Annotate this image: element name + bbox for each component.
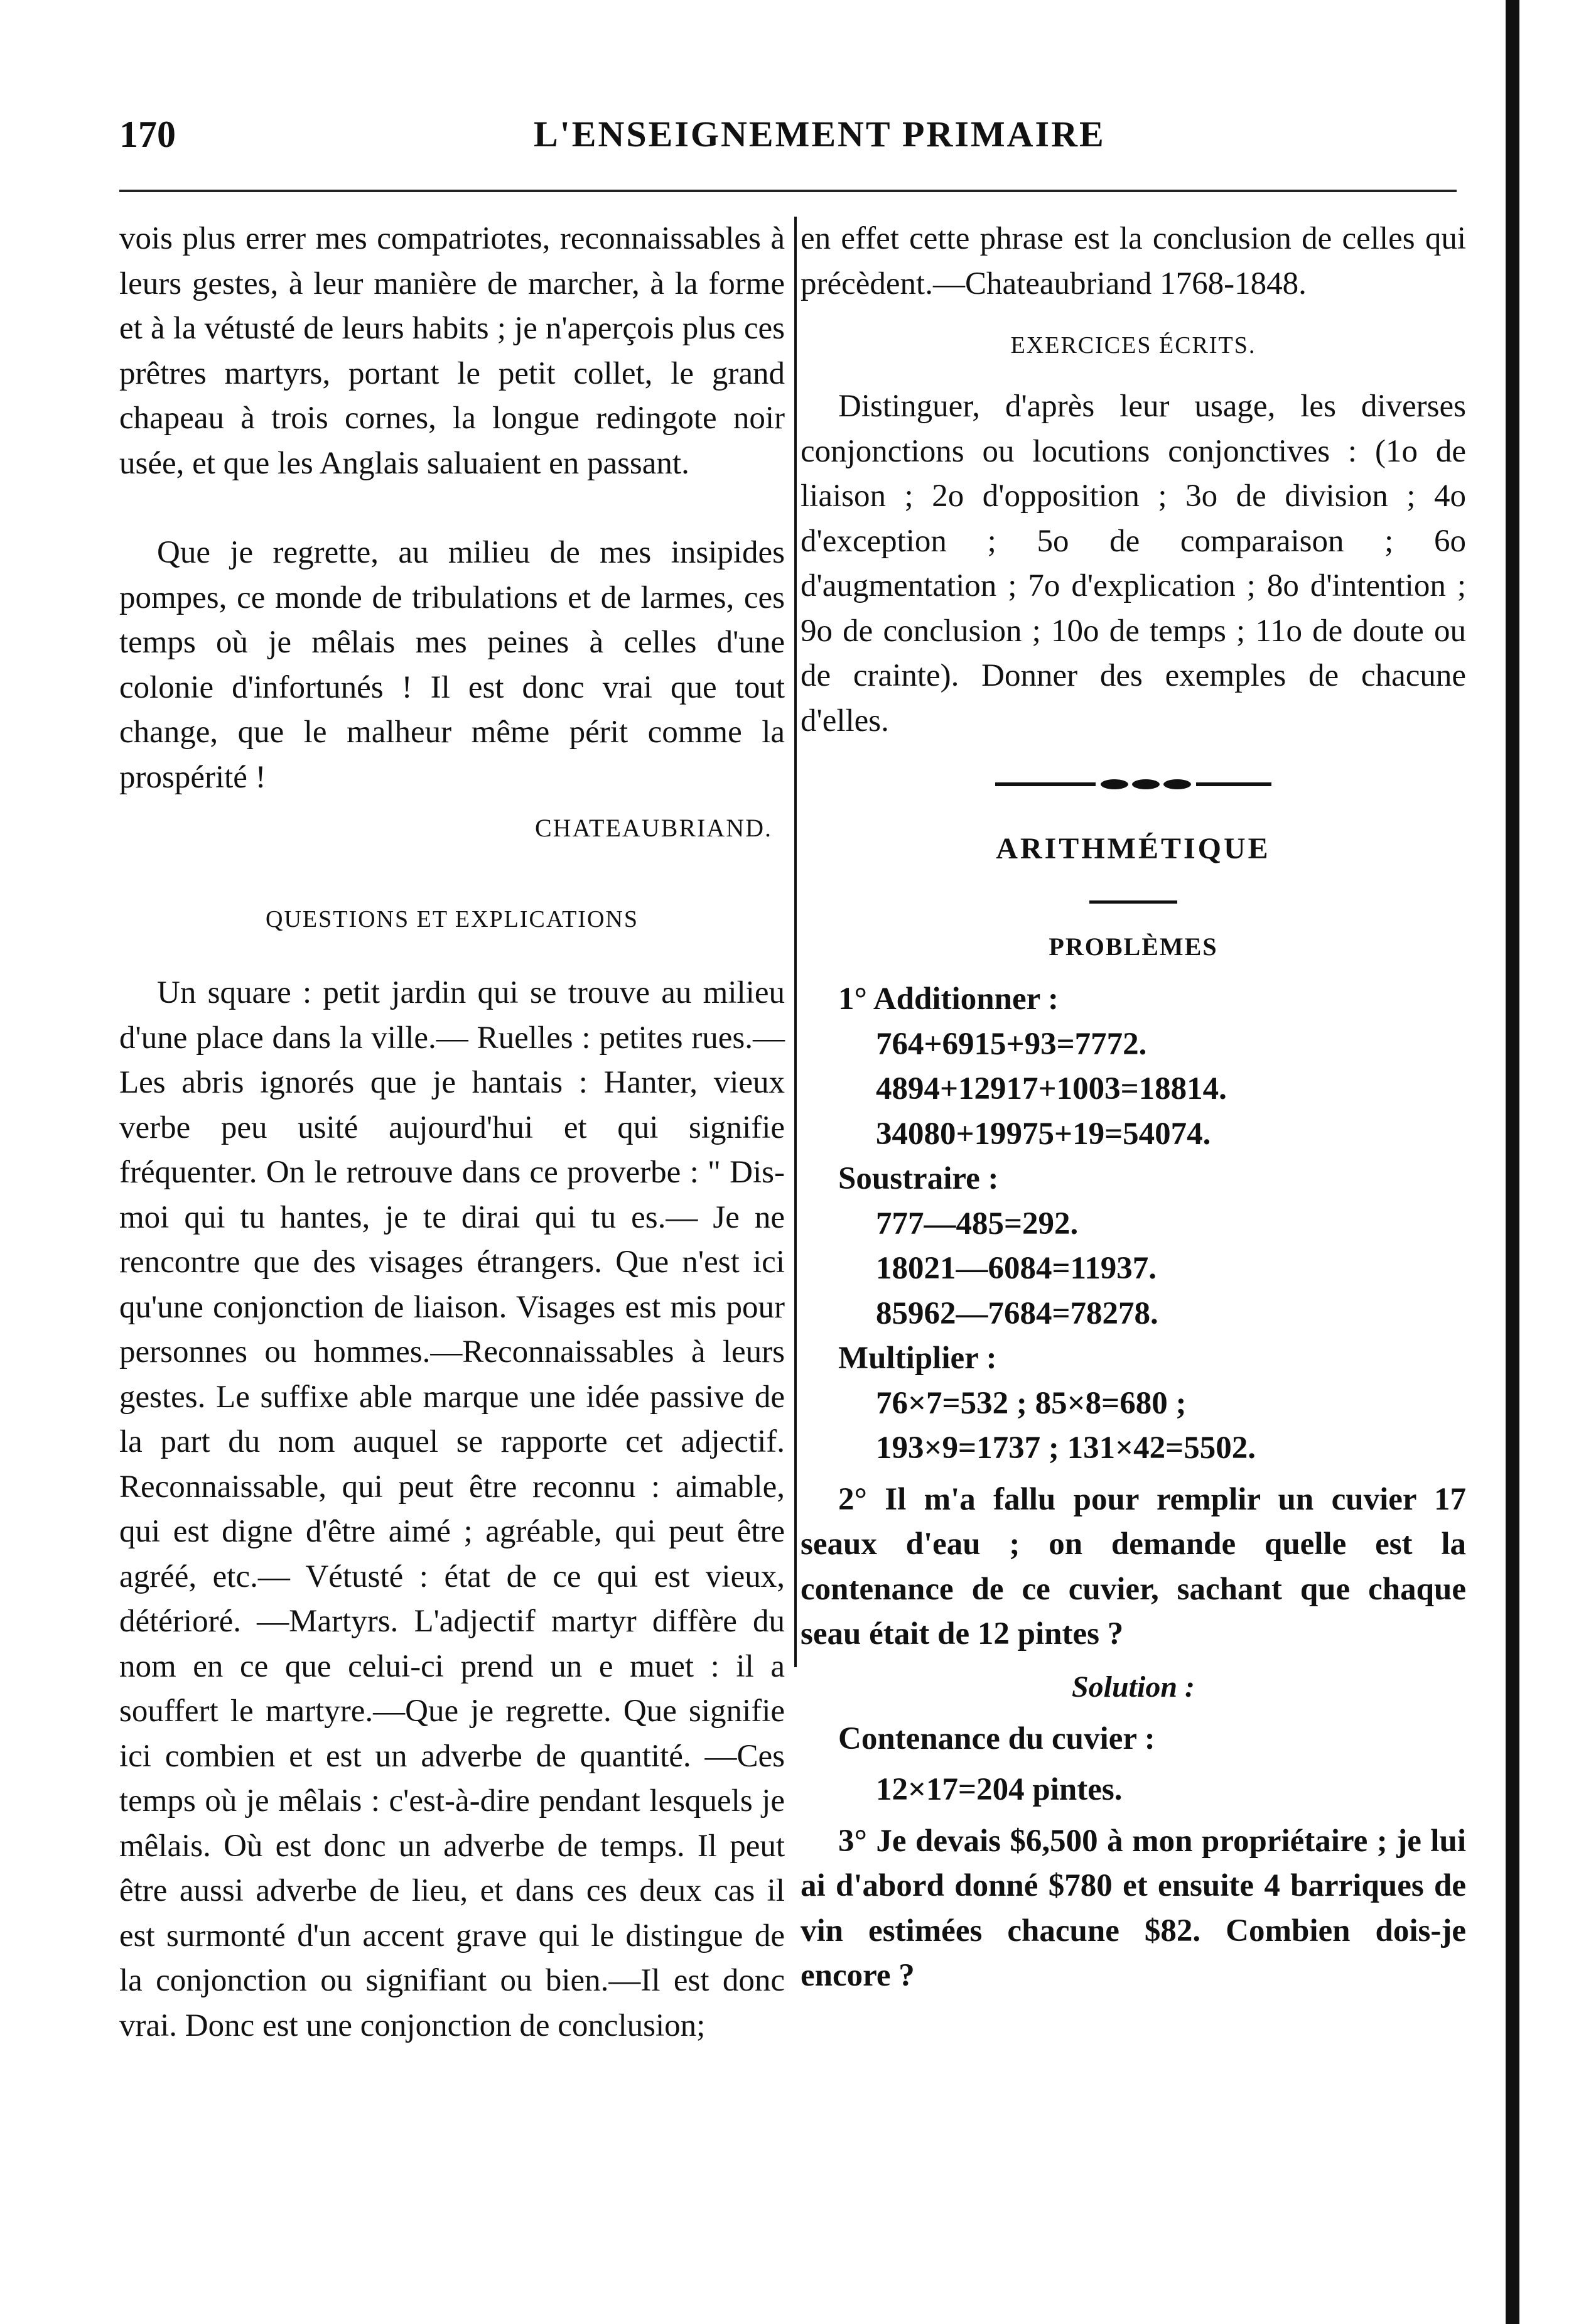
column-divider (794, 217, 797, 1667)
arithmetic-heading: ARITHMÉTIQUE (996, 832, 1271, 865)
mul-line-1: 76×7=532 ; 85×8=680 ; (876, 1385, 1187, 1421)
mul-label: Multiplier : (838, 1341, 997, 1376)
page-number: 170 (119, 114, 176, 155)
add-line-1: 764+6915+93=7772. (876, 1026, 1147, 1062)
sub-line-1: 777—485=292. (876, 1206, 1079, 1241)
problems-heading: PROBLÈMES (1049, 932, 1218, 961)
page-header (119, 113, 1457, 170)
right-paragraph-1: en effet cette phrase est la conclusion de celles qui précèdent.—Chateaubriand 1768-1848. (801, 221, 1466, 301)
problem-3: 3° Je devais $6,500 à mon propriétaire ; je lui ai d'abord donné $780 et ensuite 4 barriques de vin estimées chacune $82. Combien dois-je encore ? (801, 1823, 1466, 1993)
sub-line-3: 85962—7684=78278. (876, 1295, 1158, 1331)
left-paragraph-3: Un square : petit jardin qui se trouve au milieu d'une place dans la ville.— Ruelles : petites rues.—Les abris ignorés que je hantais : Hanter, vieux verbe peu usité aujourd'hui et qui signifie fréquenter. On le retrouve dans ce proverbe : " Dis-moi qui tu hantes, je te dirai qui tu es.— Je ne rencontre que des visages étrangers. Que n'est ici qu'une conjonction de liaison. Visages est mis pour personnes ou hommes.—Reconnaissables à leurs gestes. Le suffixe able marque une idée passive de la part du nom auquel se rapporte cet adjectif. Reconnaissable, qui peut être reconnu : aimable, qui est digne d'être aimé ; agréable, qui peut être agréé, etc.— Vétusté : état de ce qui est vieux, détérioré. —Martyrs. L'adjectif martyr diffère du nom en ce que celui-ci prend un e muet : il a souffert le martyre.—Que je regrette. Que signifie ici combien et est un adverbe de quantité. —Ces temps où je mêlais : c'est-à-dire pendant lesquels je mêlais. Où est donc un adverbe de temps. Il peut être aussi adverbe de lieu, et dans ces deux cas il est surmonté d'un accent grave qui le distingue de la conjonction ou signifiant ou bien.—Il est donc vrai. Donc est une conjonction de conclusion; (119, 975, 785, 2043)
add-line-3: 34080+19975+19=54074. (876, 1116, 1211, 1152)
solution-label: Solution : (1071, 1670, 1195, 1704)
signature: CHATEAUBRIAND. (535, 814, 772, 842)
right-paragraph-2: Distinguer, d'après leur usage, les diverses conjonctions ou locutions conjonctives : (1o de liaison ; 2o d'opposition ; 3o de division ; 4o d'exception ; 5o de comparaison ; 6o d'augmentation ; 7o d'explication ; 8o d'intention ; 9o de conclusion ; 10o de temps ; 11o de doute ou de crainte). Donner des exemples de chacune d'elles. (801, 389, 1466, 738)
mul-line-2: 193×9=1737 ; 131×42=5502. (876, 1430, 1256, 1466)
add-line-2: 4894+12917+1003=18814. (876, 1071, 1227, 1106)
left-paragraph-1: vois plus errer mes compatriotes, reconnaissables à leurs gestes, à leur manière de marcher, à la forme et à la vétusté de leurs habits ; je n'aperçois plus ces prêtres martyrs, portant le petit collet, le grand chapeau à trois cornes, la longue redingote noir usée, et que les Anglais saluaient en passant. (119, 221, 785, 481)
sub-line-2: 18021—6084=11937. (876, 1251, 1157, 1286)
contenance-label: Contenance du cuvier : (838, 1721, 1155, 1756)
ornament-divider (995, 775, 1271, 794)
arithmetic-rule (1089, 900, 1177, 904)
questions-heading: QUESTIONS ET EXPLICATIONS (266, 906, 639, 932)
exercises-heading: EXERCICES ÉCRITS. (1010, 332, 1256, 359)
running-title: L'ENSEIGNEMENT PRIMAIRE (534, 114, 1106, 154)
contenance-value: 12×17=204 pintes. (876, 1772, 1123, 1807)
left-column (119, 217, 785, 2048)
right-column (801, 217, 1466, 1999)
left-paragraph-2: Que je regrette, au milieu de mes insipides pompes, ce monde de tribulations et de larmes, ces temps où je mêlais mes peines à celles d'une colonie d'infortunés ! Il est donc vrai que tout change, que le malheur même périt comme la prospérité ! (119, 535, 785, 795)
header-rule (119, 190, 1457, 192)
sub-label: Soustraire : (838, 1161, 999, 1196)
problem-2: 2° Il m'a fallu pour remplir un cuvier 17 seaux d'eau ; on demande quelle est la contenance de ce cuvier, sachant que chaque seau était de 12 pintes ? (801, 1481, 1466, 1651)
add-label: 1° Additionner : (838, 981, 1059, 1017)
scan-edge-bar (1506, 0, 1519, 2324)
